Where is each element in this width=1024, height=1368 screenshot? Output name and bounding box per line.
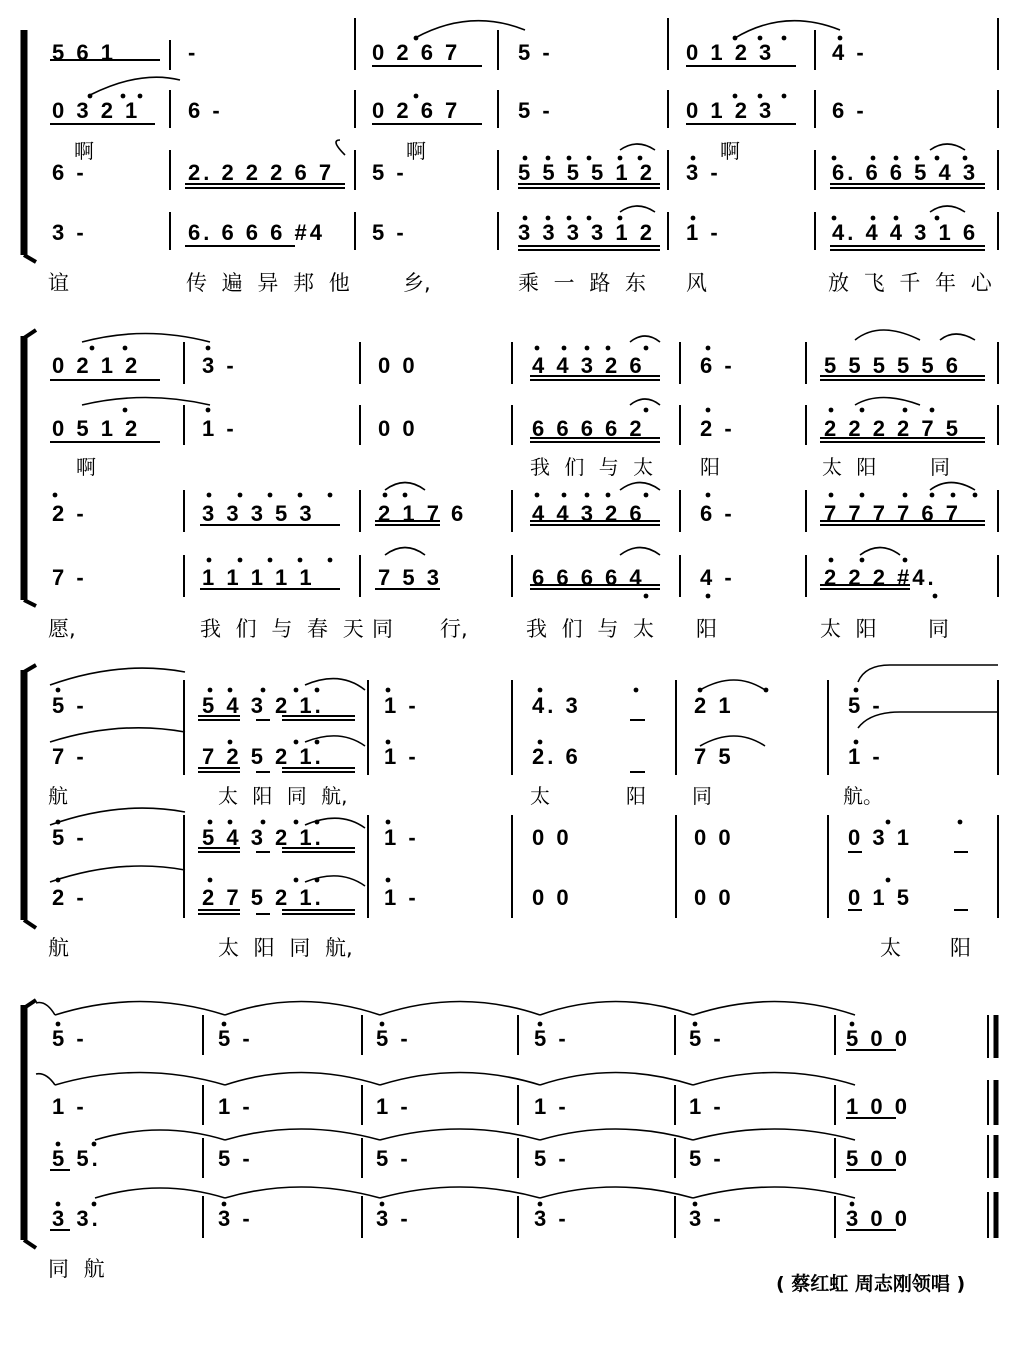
- lyric: 风: [686, 271, 707, 295]
- staff-3-4: 0 0: [532, 825, 572, 850]
- staff-4-5: 0 0: [694, 885, 734, 910]
- staff-1-3: 0 2 6 7: [372, 40, 461, 65]
- staff-1-4: 5 -: [534, 1026, 569, 1051]
- system-2: [24, 330, 998, 641]
- staff-4-3: 5 -: [372, 220, 407, 245]
- lyric: 阳: [696, 617, 717, 641]
- staff-3-3: 1 -: [384, 825, 419, 850]
- staff-3-5: 3 -: [686, 160, 721, 185]
- lyric: 航。: [843, 784, 883, 808]
- staff-2-5: 1 -: [689, 1094, 724, 1119]
- staff-2-5: 0 1 2 3: [686, 98, 775, 123]
- staff-2-1: 0 3 2 1: [52, 98, 141, 123]
- staff-2-4: 1 -: [534, 1094, 569, 1119]
- staff-2-2: 1 -: [218, 1094, 253, 1119]
- staff-3-6: 6. 6 6 5 4 3: [832, 160, 979, 185]
- staff-1-3: 0 0: [378, 353, 418, 378]
- staff-4-2: 3 -: [218, 1206, 253, 1231]
- lyric: 同: [692, 784, 712, 808]
- staff-4-3: 7 5 3: [378, 565, 442, 590]
- lyric: 同: [930, 455, 950, 479]
- lyric: 太 阳: [822, 455, 877, 479]
- staff-3-2: 2. 2 2 2 6 7: [188, 160, 335, 185]
- staff-1-1: 5 -: [52, 693, 87, 718]
- slurs: [36, 1002, 855, 1199]
- lyric: 航: [48, 784, 68, 808]
- staff-1-6: 5 0 0: [846, 1026, 910, 1051]
- staff-4-5: 4 -: [700, 565, 735, 590]
- staff-1-4: 5 -: [518, 40, 553, 65]
- staff-4-6: 2 2 2 #4.: [824, 565, 937, 590]
- staff-3-1: 6 -: [52, 160, 87, 185]
- staff-2-5: 2 -: [700, 416, 735, 441]
- lyrics-line-3: [48, 936, 971, 960]
- staff-2-3: 1 -: [376, 1094, 411, 1119]
- lyric: 同: [372, 617, 393, 641]
- staff-3-2: 5 4 3 2 1.: [202, 825, 324, 850]
- staff-3-4: 4 4 3 2 6: [532, 501, 645, 526]
- staff-1-3: 5 -: [376, 1026, 411, 1051]
- staff-2-2: 6 -: [188, 98, 223, 123]
- staff-2-4: 5 -: [518, 98, 553, 123]
- staff-2-1: 1 -: [52, 1094, 87, 1119]
- notes: [52, 693, 912, 910]
- system-4: [24, 1000, 996, 1281]
- staff-2-2: 7 2 5 2 1.: [202, 744, 324, 769]
- staff-3-3: 2 1 7 6: [378, 501, 467, 526]
- staff-4-2: 6. 6 6 6 #4: [188, 220, 325, 245]
- lyric: 愿,: [48, 617, 76, 641]
- lyric: 太 阳 同 航,: [218, 936, 353, 960]
- lyric: 太 阳 同 航,: [218, 784, 348, 808]
- staff-4-6: 4. 4 4 3 1 6: [832, 220, 979, 245]
- lyrics-line-2: [48, 617, 949, 641]
- system-3: [24, 665, 998, 960]
- staff-2-3: 0 2 6 7: [372, 98, 461, 123]
- staff-4-6: 0 1 5: [848, 885, 912, 910]
- staff-1-1: 5 -: [52, 1026, 87, 1051]
- lyric: 阳: [950, 936, 971, 960]
- lyric: 我 们 与 太: [530, 455, 654, 479]
- staff-1-1: 5 6 1: [52, 40, 116, 65]
- staff-3-6: 0 3 1: [848, 825, 912, 850]
- staff-4-1: 2 -: [52, 885, 87, 910]
- staff-3-4: 5 -: [534, 1146, 569, 1171]
- staff-1-5: 6 -: [700, 353, 735, 378]
- staff-4-2: 2 7 5 2 1.: [202, 885, 324, 910]
- staff-1-3: 1 -: [384, 693, 419, 718]
- staff-3-4: 5 5 5 5 1 2: [518, 160, 655, 185]
- staff-4-4: 3 3 3 3 1 2: [518, 220, 655, 245]
- staff-3-5: 6 -: [700, 501, 735, 526]
- staff-3-6: 5 0 0: [846, 1146, 910, 1171]
- staff-1-6: 5 5 5 5 5 6: [824, 353, 961, 378]
- lyric: 传 遍 异 邦 他: [186, 271, 350, 295]
- lyric: 太: [880, 936, 901, 960]
- barlines: [170, 18, 998, 250]
- lyric: 谊: [48, 271, 69, 295]
- staff-2-1: 7 -: [52, 744, 87, 769]
- staff-1-5: 5 -: [689, 1026, 724, 1051]
- staff-4-1: 3 -: [52, 220, 87, 245]
- staff-3-1: 5 5.: [52, 1146, 101, 1171]
- staff-4-1: 7 -: [52, 565, 87, 590]
- syllable-a-3: 啊: [720, 139, 740, 163]
- staff-1-1: 0 2 1 2: [52, 353, 141, 378]
- staff-4-5: 3 -: [689, 1206, 724, 1231]
- lyric: 我 们 与 春 天: [200, 617, 364, 641]
- staff-2-5: 7 5: [694, 744, 734, 769]
- staff-4-5: 1 -: [686, 220, 721, 245]
- staff-1-6: 5 -: [848, 693, 883, 718]
- staff-1-6: 4 -: [832, 40, 867, 65]
- lyric: 乘 一 路 东: [518, 271, 647, 295]
- inline-lyrics: [76, 455, 950, 479]
- staff-1-2: -: [188, 40, 199, 65]
- lyric: 行,: [440, 617, 468, 641]
- staff-1-4: 4 4 3 2 6: [532, 353, 645, 378]
- lyric: 阳: [700, 455, 720, 479]
- staff-2-6: 1 0 0: [846, 1094, 910, 1119]
- lyrics-line-4: [48, 1257, 105, 1281]
- staff-2-6: 1 -: [848, 744, 883, 769]
- final-barlines: [988, 1015, 996, 1238]
- staff-3-6: 7 7 7 7 6 7: [824, 501, 961, 526]
- staff-1-2: 3 -: [202, 353, 237, 378]
- syllable-a-2: 啊: [406, 139, 426, 163]
- syllable-a: 啊: [76, 455, 96, 479]
- lyric: 阳: [626, 784, 646, 808]
- system-bracket: [24, 30, 36, 262]
- staff-3-3: 5 -: [376, 1146, 411, 1171]
- staff-1-5: 2 1: [694, 693, 734, 718]
- staff-4-2: 1 1 1 1 1: [202, 565, 315, 590]
- octave-dots: [56, 1022, 855, 1207]
- staff-4-6: 3 0 0: [846, 1206, 910, 1231]
- staff-4-1: 3 3.: [52, 1206, 101, 1231]
- system-1: [24, 18, 998, 295]
- staff-1-2: 5 -: [218, 1026, 253, 1051]
- staff-4-3: 1 -: [384, 885, 419, 910]
- staff-3-1: 5 -: [52, 825, 87, 850]
- octave-dots: [56, 688, 963, 883]
- lyric: 放 飞 千 年 心: [828, 271, 992, 295]
- staff-3-2: 3 3 3 5 3: [202, 501, 315, 526]
- lyric: 航: [48, 936, 69, 960]
- lyric: 同: [928, 617, 949, 641]
- staff-4-4: 0 0: [532, 885, 572, 910]
- staff-3-1: 2 -: [52, 501, 87, 526]
- inline-lyrics: [48, 784, 883, 808]
- staff-4-4: 3 -: [534, 1206, 569, 1231]
- staff-3-2: 5 -: [218, 1146, 253, 1171]
- staff-3-5: 5 -: [689, 1146, 724, 1171]
- staff-2-4: 6 6 6 6 2: [532, 416, 645, 441]
- staff-2-2: 1 -: [202, 416, 237, 441]
- staff-2-3: 1 -: [384, 744, 419, 769]
- lyric: 乡,: [403, 271, 431, 295]
- system-bracket: [24, 330, 36, 606]
- staff-2-3: 0 0: [378, 416, 418, 441]
- staff-1-2: 5 4 3 2 1.: [202, 693, 324, 718]
- lyric: 我 们 与 太: [526, 617, 655, 641]
- syllable-a-1: 啊: [74, 139, 94, 163]
- system-bracket: [24, 665, 36, 928]
- staff-1-5: 0 1 2 3: [686, 40, 775, 65]
- staff-4-3: 3 -: [376, 1206, 411, 1231]
- lyric: 同 航: [48, 1257, 105, 1281]
- underlines: [50, 1050, 896, 1230]
- lyric: 太: [530, 784, 550, 808]
- underlines: [50, 376, 985, 589]
- staff-2-1: 0 5 1 2: [52, 416, 141, 441]
- soloist-credit: ( 蔡红虹 周志刚领唱 ): [776, 1273, 966, 1295]
- staff-3-3: 5 -: [372, 160, 407, 185]
- staff-2-4: 2. 6: [532, 744, 581, 769]
- notes: [52, 40, 978, 245]
- lyrics-line-1: [48, 271, 993, 295]
- staff-3-5: 0 0: [694, 825, 734, 850]
- staff-2-6: 6 -: [832, 98, 867, 123]
- barlines: [203, 1015, 835, 1238]
- staff-2-6: 2 2 2 2 7 5: [824, 416, 961, 441]
- lyric: 太 阳: [820, 617, 877, 641]
- staff-4-4: 6 6 6 6 4: [532, 565, 645, 590]
- system-bracket: [24, 1000, 36, 1248]
- staff-1-4: 4. 3: [532, 693, 581, 718]
